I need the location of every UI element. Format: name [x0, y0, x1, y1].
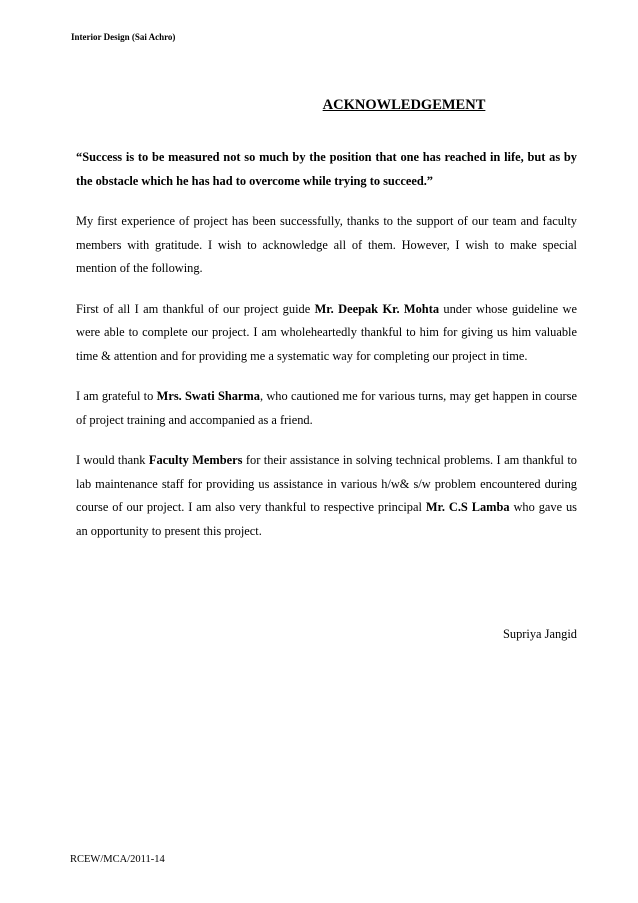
paragraph-mentor-text-after: , who cautioned me for various turns, may get happen in course of project training and accompanied as a friend. [76, 389, 577, 427]
page-title: ACKNOWLEDGEMENT [322, 97, 486, 113]
paragraph-intro: My first experience of project has been successfully, thanks to the support of our team and faculty members with gratitude. I wish to acknowledge all of them. However, I wish to make special mention of the following. [76, 214, 577, 275]
guide-name: Mr. Deepak Kr. Mohta [314, 301, 440, 316]
signature: Supriya Jangid [503, 627, 577, 641]
paragraph-faculty-text-middle: for their assistance in solving technical problems. I am thankful to lab maintenance staff for providing us assistance in various h/w& s/w problem encountered during course of our project. I am also very thankful to respective principal [76, 453, 577, 514]
page-header: Interior Design (Sai Achro) [71, 32, 176, 42]
page-footer: RCEW/MCA/2011-14 [70, 854, 165, 865]
principal-name: Mr. C.S Lamba [425, 500, 510, 514]
paragraph-guide-text-after: under whose guideline we were able to complete our project. I am wholeheartedly thankful to him for giving us him valuable time & attention and for providing me a systematic way for completing our project in time. [76, 301, 577, 363]
mentor-name: Mrs. Swati Sharma [156, 389, 260, 403]
quote-paragraph: “Success is to be measured not so much by the position that one has reached in life, but as by the obstacle which he has had to overcome while trying to succeed.” [76, 150, 577, 188]
paragraph-guide-text-before: First of all I am thankful of our project guide [76, 301, 315, 316]
paragraph-mentor [76, 385, 577, 432]
paragraph-guide [76, 298, 577, 369]
acknowledgement-body [76, 146, 577, 560]
paragraph-faculty-text-before: I would thank [76, 453, 149, 467]
paragraph-faculty [76, 449, 577, 543]
paragraph-mentor-text-before: I am grateful to [76, 389, 157, 403]
faculty-members-name: Faculty Members [148, 453, 243, 467]
paragraph-faculty-text-after: who gave us an opportunity to present this project. [76, 500, 578, 538]
